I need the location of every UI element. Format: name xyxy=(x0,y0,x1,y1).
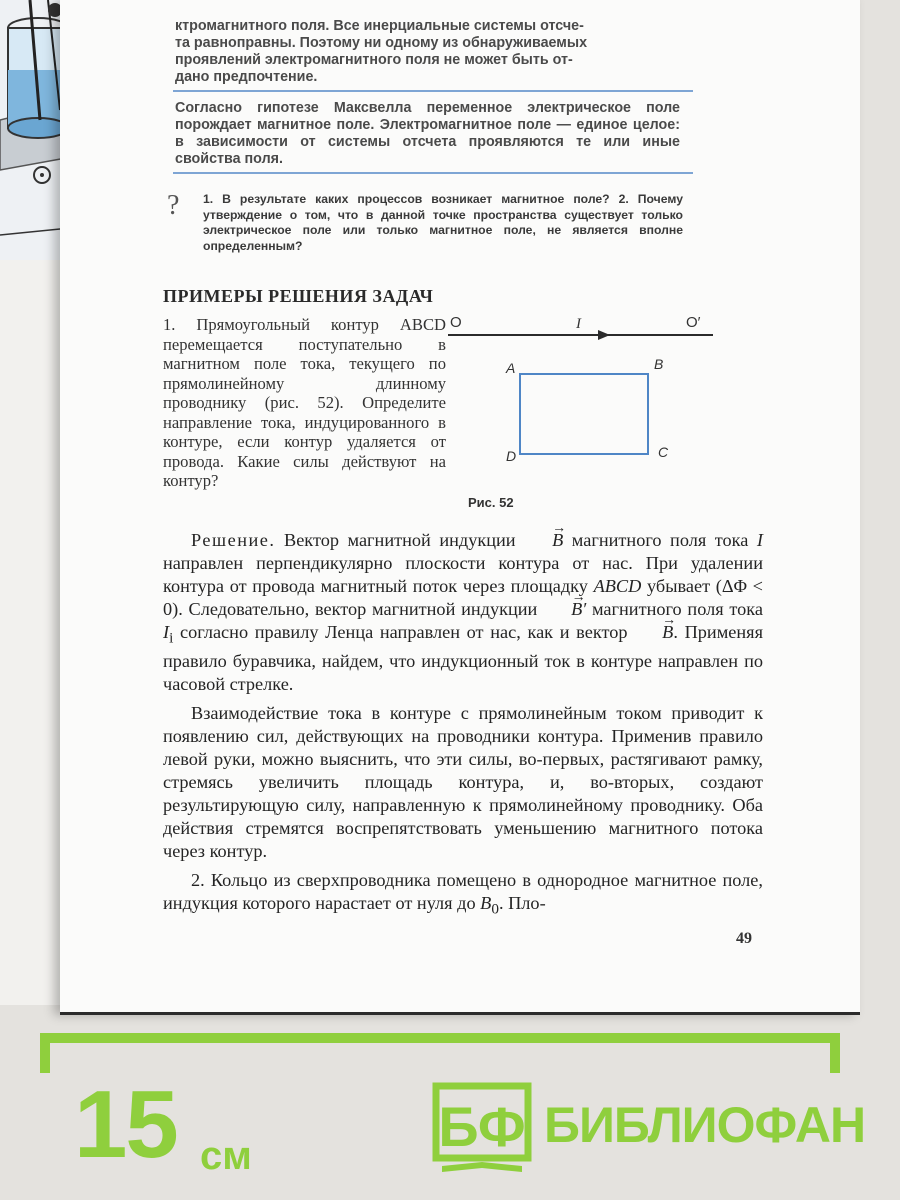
symbol-i1: I xyxy=(163,622,170,642)
maxwell-summary: Согласно гипотезе Максвелла переменное электрическое поле порождает магнитное поле. Электромагнитное поле — единое целое: в зависимости от системы отсчета проявляются те или иные свойства поля. xyxy=(175,100,680,167)
problem-1-body: Прямоугольный контур ABCD перемещается поступательно в магнитном поле тока, текущего по прямолинейному длинному проводнику (рис. 52). Определите направление тока, индуцированного в контуре, если контур удаляется от провода. Какие силы действуют на контур? xyxy=(163,315,446,490)
label-d: D xyxy=(506,448,517,464)
solution-label: Решение. xyxy=(191,530,276,550)
problem-1 xyxy=(163,314,763,510)
label-o-prime: O′ xyxy=(686,314,701,331)
label-a: A xyxy=(506,360,516,376)
problem-2 xyxy=(163,869,763,921)
page-content xyxy=(163,18,763,920)
intro-line: ктромагнитного поля. Все инерциальные системы отсче- xyxy=(175,18,584,34)
solution-text-part: магнитного поля тока xyxy=(586,599,763,619)
brand-logo-text: БФ xyxy=(438,1095,526,1158)
interaction-paragraph: Взаимодействие тока в контуре с прямолинейным током приводит к появлению сил, действующих на проводники контура. Применив правило левой руки, можно выяснить, что эти силы, во-первых, растягивают рамку, стремясь увеличить площадь контура, и, во-вторых, создают результирующую силу, направленную к прямолинейному проводнику. Оба действия стремятся воспрепятствовать уменьшению магнитного потока через контур. xyxy=(163,702,763,861)
ruler-band xyxy=(40,1033,840,1073)
vector-b: → B xyxy=(524,529,563,552)
solution-text-part: магнитного поля тока xyxy=(563,530,757,550)
intro-line: та равноправны. Поэтому ни одному из обнаруживаемых xyxy=(175,35,588,51)
brand-name: БИБЛИОФАН xyxy=(544,1097,866,1153)
figure-caption: Рис. 52 xyxy=(468,495,514,510)
vector-b-2: → B xyxy=(634,621,673,644)
symbol-b0-subscript: 0 xyxy=(491,900,499,918)
symbol-b0: B xyxy=(480,892,492,913)
symbol-abcd: ABCD xyxy=(593,576,642,596)
solution-text-part: направлен перпендикулярно плоскости контура от нас. При удалении контура от провода магнитный поток через площадку xyxy=(163,553,763,596)
label-o: O xyxy=(450,314,462,331)
symbol-i: I xyxy=(756,530,763,550)
solution-paragraph xyxy=(163,529,763,696)
solution-text-part: Вектор магнитной индукции xyxy=(275,530,525,550)
ruler-value: 15 xyxy=(74,1071,177,1178)
solution-text-part: согласно правилу Ленца направлен от нас, как и вектор xyxy=(173,622,635,642)
section-rule-bottom xyxy=(173,172,693,174)
problem-1-number: 1. xyxy=(163,315,176,334)
label-c: C xyxy=(658,444,669,460)
symbol-i1-subscript: i xyxy=(169,629,174,647)
problem-1-text xyxy=(163,315,446,491)
right-page xyxy=(60,0,860,1015)
label-current: I xyxy=(576,316,581,332)
section-rule-top xyxy=(173,90,693,92)
figure-52 xyxy=(448,309,748,514)
ruler-unit: см xyxy=(200,1134,252,1178)
label-b: B xyxy=(654,356,664,372)
solution-text-part: . Применяя правило буравчика, найдем, что индукционный ток в контуре направлен по часовой стрелке. xyxy=(163,622,763,694)
questions-block xyxy=(167,190,683,254)
intro-line: дано предпочтение. xyxy=(175,69,318,85)
problem-2-text-end: . Пло- xyxy=(498,892,546,913)
brand-logo-icon xyxy=(432,1082,532,1176)
section-heading: ПРИМЕРЫ РЕШЕНИЯ ЗАДАЧ xyxy=(163,286,434,306)
question-mark-icon: ? xyxy=(167,190,180,221)
page-number: 49 xyxy=(736,930,752,947)
intro-text xyxy=(175,18,680,86)
vector-b-prime: → B′ xyxy=(543,598,586,621)
solution-text-part: убывает (ΔΦ < 0). Следовательно, вектор магнитной индукции xyxy=(163,576,763,619)
problem-2-text: 2. Кольцо из сверхпроводника помещено в однородное магнитное поле, индукция которого нарастает от нуля до xyxy=(163,869,763,913)
intro-line: проявлений электромагнитного поля не может быть от- xyxy=(175,52,573,68)
questions-text: 1. В результате каких процессов возникает магнитное поле? 2. Почему утверждение о том, что в данной точке пространства существует только электрическое поле или только магнитное поле, не является вполне определенным? xyxy=(203,192,683,253)
